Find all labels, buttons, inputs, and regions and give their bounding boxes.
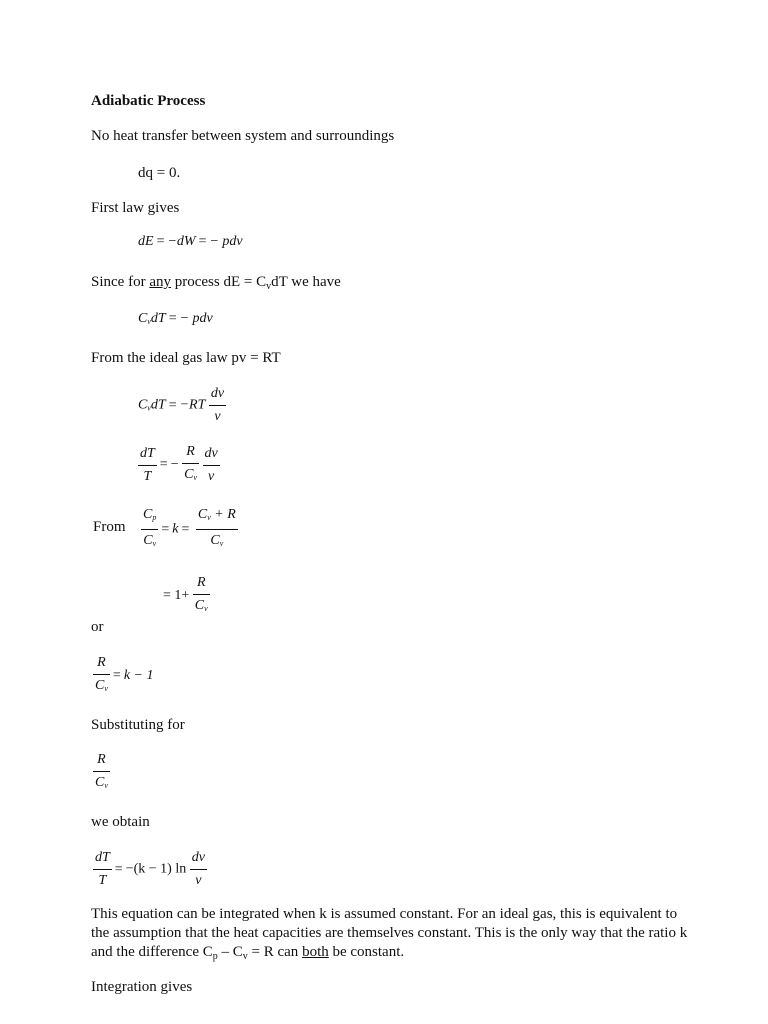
den-term: C — [210, 533, 220, 548]
fraction — [203, 446, 220, 485]
denominator: v — [208, 468, 215, 484]
eq-term: −RT — [179, 397, 206, 413]
minus-sign: − — [170, 457, 179, 473]
final-equation: $\frac{dT}{T}$ = −(k − 1) ln $\frac{dv}{v}$ — [95, 850, 205, 888]
numerator: dv — [203, 446, 220, 466]
numerator: R — [193, 575, 210, 595]
r-over-cv-fraction — [93, 752, 110, 794]
intro-text: No heat transfer between system and surroundings — [91, 128, 395, 144]
den-sub: v — [193, 473, 198, 482]
para-part1: This equation can be integrated when k is assumed constant. For an ideal gas, this is equivalent to the assumption that the heat capacities are themselves constant. This is the only way that the ratio k and the difference C — [91, 906, 688, 960]
denominator — [193, 595, 210, 617]
eq-term: −(k − 1) ln — [125, 861, 187, 877]
first-law-equation: dE = −dW = − pdv — [138, 234, 243, 249]
num-sub: v — [207, 513, 211, 522]
fraction — [93, 850, 112, 889]
numerator: R — [93, 752, 110, 772]
since-middle: process dE = C — [171, 274, 267, 290]
eq-sub: v — [147, 403, 151, 413]
para-part2: – C — [217, 944, 243, 960]
since-after: dT we have — [271, 274, 341, 290]
num-term: C — [197, 507, 208, 522]
para-underlined: both — [302, 944, 329, 960]
dt-over-t-equation: $\frac{dT}{T}$ = − $\frac{R}{C_v}$ $\frac{dv}{v}$ — [138, 444, 220, 486]
denominator — [182, 464, 199, 486]
or-text: or — [91, 619, 104, 635]
explanation-paragraph — [91, 905, 691, 966]
eq-term: dT — [150, 311, 166, 326]
denominator — [93, 675, 110, 697]
den-term: C — [95, 775, 105, 790]
ideal-gas-text: From the ideal gas law pv = RT — [91, 350, 281, 366]
denominator: v — [195, 873, 202, 888]
para-sub-p: p — [212, 951, 218, 962]
den-sub: v — [104, 684, 108, 693]
since-before: Since for — [91, 274, 150, 290]
from-label: From — [93, 519, 126, 535]
numerator — [196, 507, 238, 530]
k-ratio-equation: $\frac{C_p}{C_v}$ = k = $\frac{C_v + R}{C_v}$ — [141, 507, 238, 552]
numerator: dT — [138, 446, 157, 466]
eq-term: − pdv — [179, 311, 213, 326]
num-rest: + R — [214, 507, 236, 522]
num-term: C — [143, 507, 153, 522]
fraction — [93, 752, 110, 794]
den-sub: v — [152, 539, 157, 548]
den-term: C — [194, 598, 205, 613]
denominator: T — [143, 468, 152, 484]
num-sub: p — [152, 513, 157, 522]
eq-term: −dW — [167, 234, 196, 249]
one-plus-lead: = 1+ — [163, 588, 190, 604]
eq-sub: v — [147, 317, 151, 326]
den-term: C — [143, 533, 153, 548]
section-title: Adiabatic Process — [91, 93, 206, 109]
den-sub: v — [219, 539, 224, 548]
para-part4: be constant. — [328, 944, 405, 960]
numerator: dv — [190, 850, 207, 870]
fraction — [193, 575, 210, 617]
eq-term: C — [138, 397, 148, 413]
since-underlined: any — [149, 274, 171, 290]
numerator — [141, 507, 158, 530]
den-term: C — [184, 467, 194, 482]
rt-equation: $C_vdT = -RT$ $\frac{dv}{v}$ — [138, 386, 225, 424]
den-sub: v — [204, 604, 208, 613]
since-text — [91, 273, 341, 296]
fraction — [141, 507, 158, 552]
denominator: v — [214, 409, 221, 424]
we-obtain-text: we obtain — [91, 814, 150, 830]
numerator: dv — [209, 386, 226, 406]
eq-term: − pdv — [209, 234, 243, 249]
denominator — [93, 772, 110, 794]
first-law-text: First law gives — [91, 200, 180, 216]
para-sub-v: v — [242, 951, 248, 962]
r-over-cv-equation: $\frac{R}{C_v}$ = k − 1 — [93, 655, 153, 697]
fraction — [190, 850, 207, 889]
numerator: R — [93, 655, 110, 675]
eq-term: dT — [150, 397, 166, 413]
para-part3: = R can — [247, 944, 303, 960]
dq-equation: dq = 0. — [138, 165, 181, 181]
eq-term: C — [138, 311, 148, 326]
fraction — [93, 655, 110, 697]
fraction — [182, 444, 199, 486]
k-symbol: k — [172, 521, 179, 537]
eq-term: k − 1 — [123, 668, 154, 684]
integration-text: Integration gives — [91, 979, 193, 995]
cv-dt-equation: $C_vdT$ = − pdv — [138, 311, 213, 326]
den-term: C — [95, 678, 105, 693]
fraction — [138, 446, 157, 485]
numerator: R — [182, 444, 199, 464]
fraction — [209, 386, 226, 425]
denominator — [141, 530, 158, 552]
denominator: T — [98, 873, 107, 888]
substituting-text: Substituting for — [91, 717, 185, 733]
denominator — [196, 530, 238, 552]
den-sub: v — [104, 781, 108, 790]
numerator: dT — [93, 850, 112, 870]
fraction — [196, 507, 238, 552]
since-sub: v — [266, 281, 272, 292]
one-plus-equation — [163, 575, 210, 617]
eq-term: dE — [138, 234, 154, 249]
